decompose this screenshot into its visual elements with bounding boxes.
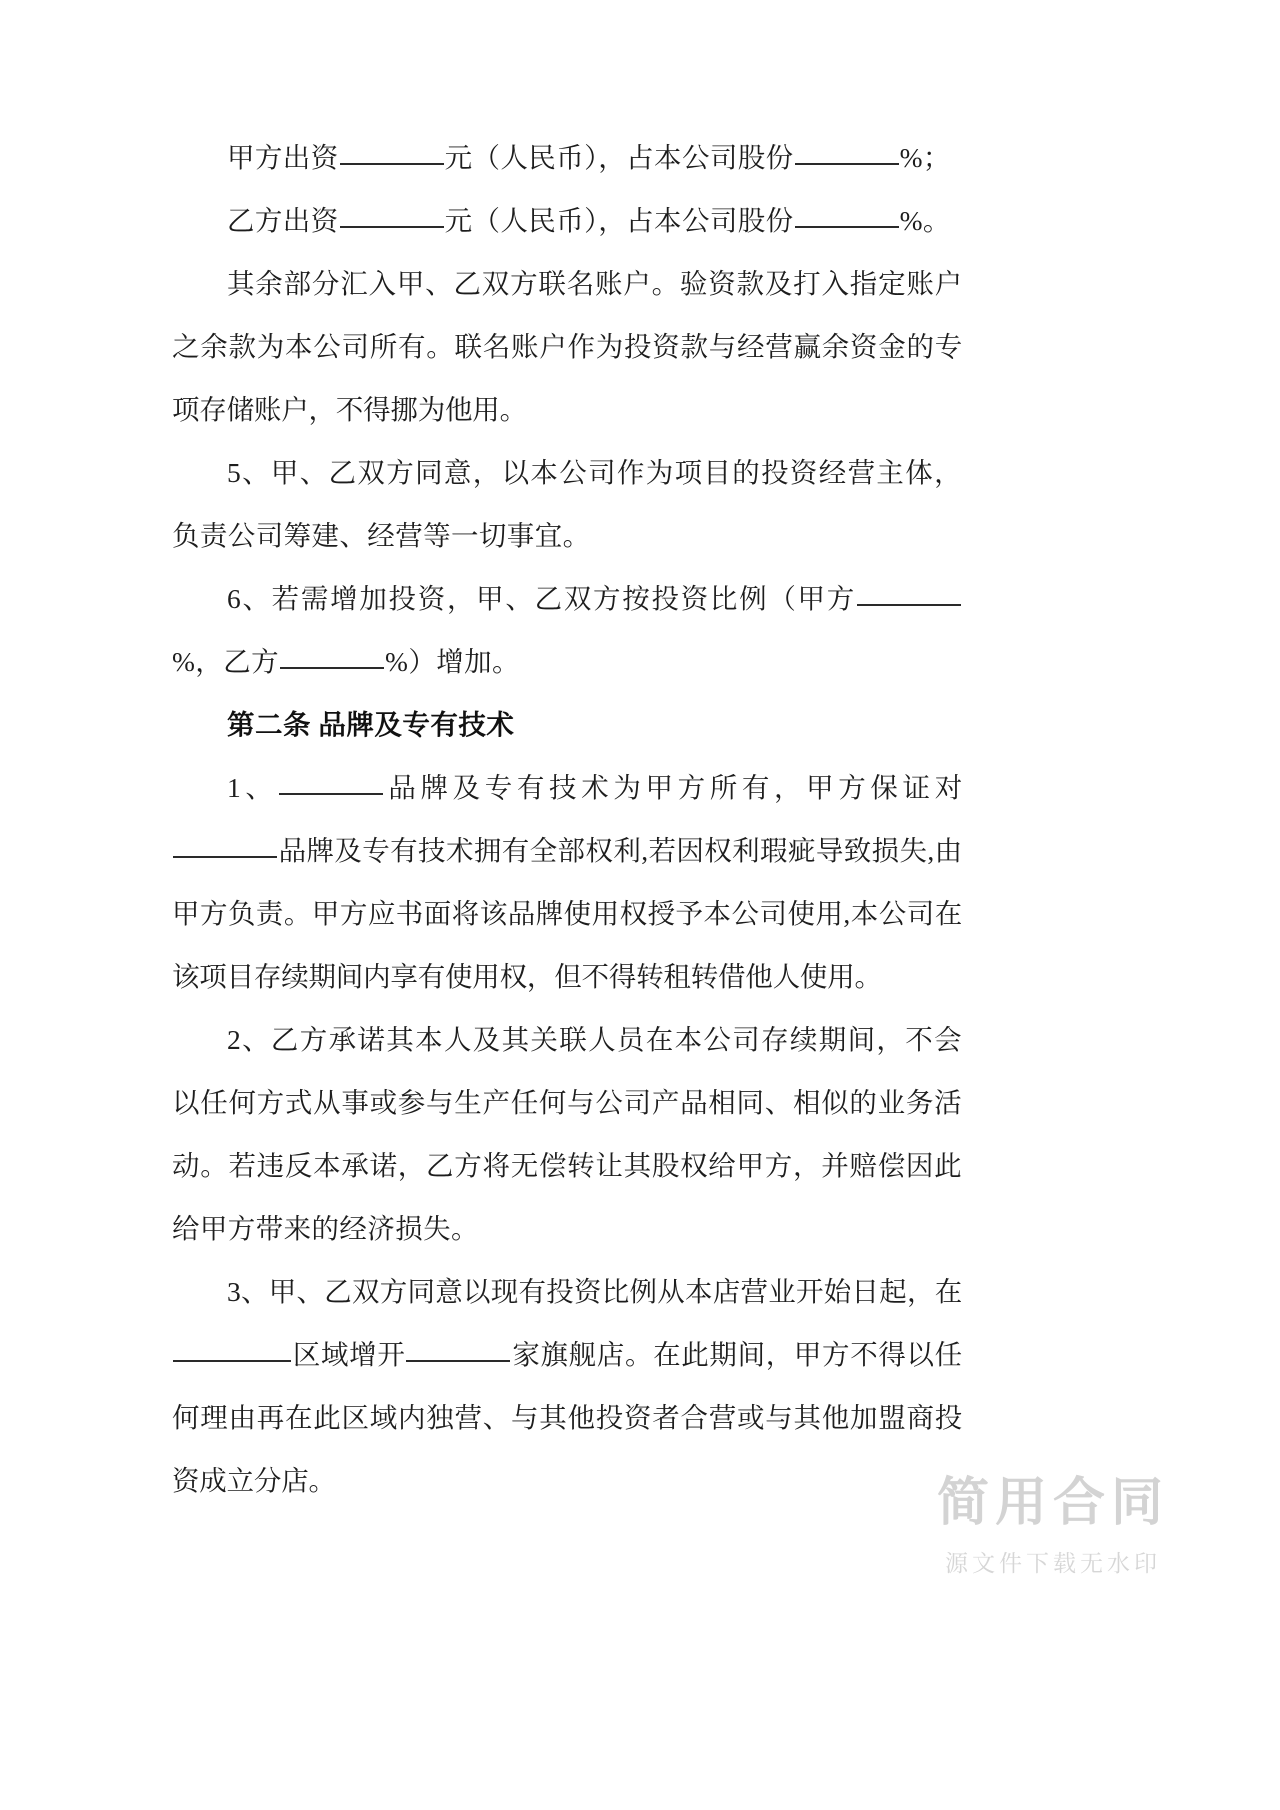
heading-text: 第二条 品牌及专有技术 [227,709,515,740]
fill-in-blank[interactable] [280,641,384,669]
paragraph-text: 其余部分汇入甲、乙双方联名账户。验资款及打入指定账户之余款为本公司所有。联名账户作为投资款与经营赢余资金的专项存储账户，不得挪为他用。 [172,268,962,425]
fill-in-blank[interactable] [173,830,277,858]
paragraph-text: 1、 品牌及专有技术为甲方所有，甲方保证对品牌及专有技术拥有全部权利,若因权利瑕疵导致损失,由甲方负责。甲方应书面将该品牌使用权授予本公司使用,本公司在该项目存续期间内享有使用权，但不得转租转借他人使用。 [172,772,962,992]
fill-in-blank[interactable] [279,767,383,795]
paragraph-yifang-contribution [172,189,962,252]
fill-in-blank[interactable] [795,200,899,228]
fill-in-blank[interactable] [795,137,899,165]
paragraph-text: 甲方出资 元（人民币），占本公司股份 %； [227,142,951,173]
paragraph-text: 2、乙方承诺其本人及其关联人员在本公司存续期间，不会以任何方式从事或参与生产任何与公司产品相同、相似的业务活动。若违反本承诺，乙方将无偿转让其股权给甲方，并赔偿因此给甲方带来的经济损失。 [172,1024,962,1244]
paragraph-article2-item-1 [172,756,962,1008]
paragraph-text: 5、甲、乙双方同意，以本公司作为项目的投资经营主体，负责公司筹建、经营等一切事宜。 [172,457,962,551]
watermark-brand: 简用合同 [936,1473,1169,1534]
paragraph-clause-1-item-6 [172,567,962,693]
paragraph-article2-item-2 [172,1008,962,1260]
fill-in-blank[interactable] [173,1334,291,1362]
paragraph-clause-1-item-5 [172,441,962,567]
fill-in-blank[interactable] [857,578,961,606]
paragraph-article2-item-3 [172,1260,962,1512]
paragraph-text: 3、甲、乙双方同意以现有投资比例从本店营业开始日起，在区域增开 家旗舰店。在此期间，甲方不得以任何理由再在此区域内独营、与其他投资者合营或与其他加盟商投资成立分店。 [172,1276,962,1496]
fill-in-blank[interactable] [406,1334,510,1362]
heading-article-two [172,693,962,756]
paragraph-jiafang-contribution [172,126,962,189]
paragraph-joint-account [172,252,962,441]
fill-in-blank[interactable] [340,137,444,165]
fill-in-blank[interactable] [340,200,444,228]
watermark-tagline: 源文件下载无水印 [945,1551,1161,1577]
paragraph-text: 乙方出资 元（人民币），占本公司股份 %。 [227,205,951,236]
document-body [172,126,962,1512]
paragraph-text: 6、若需增加投资，甲、乙双方按投资比例（甲方%，乙方 %）增加。 [172,583,962,677]
